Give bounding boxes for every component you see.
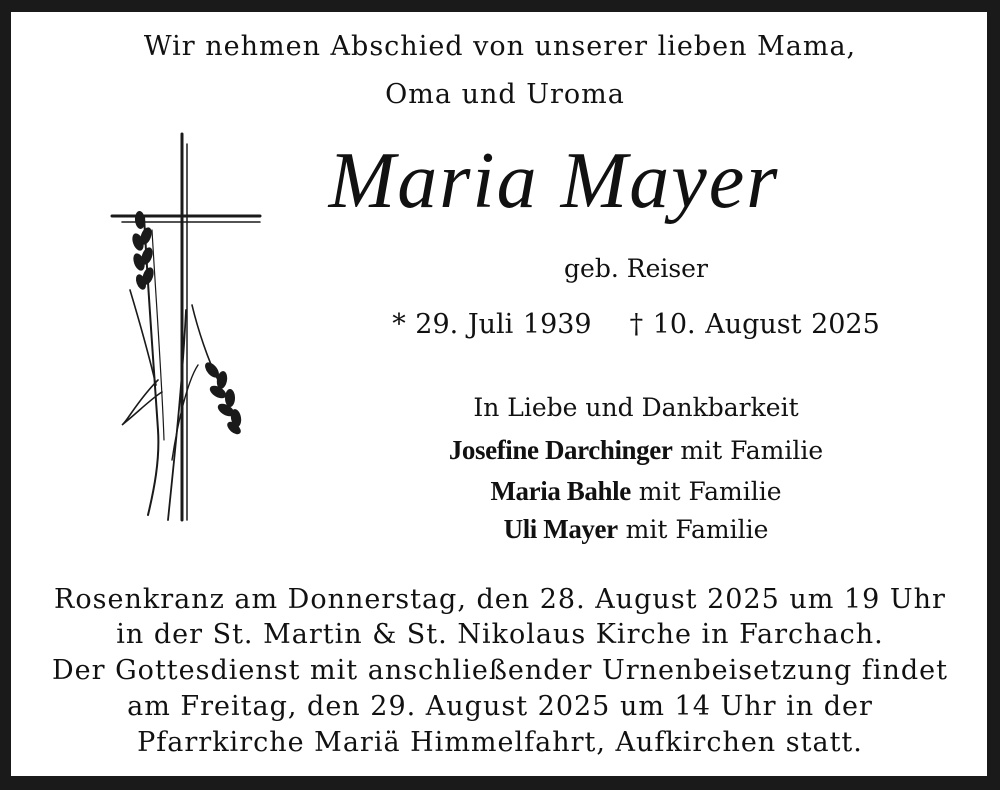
birth-symbol: * (392, 309, 406, 340)
mourner-suffix: mit Familie (638, 477, 782, 506)
mourner-suffix: mit Familie (625, 515, 769, 544)
service-line: am Freitag, den 29. August 2025 um 14 Uhr in der (127, 691, 873, 722)
service-line: Der Gottesdienst mit anschließender Urnenbeisetzung findet (52, 655, 948, 686)
mourner-entry (236, 514, 1000, 545)
mourner-entry (236, 435, 1000, 466)
mourner-name: Uli Mayer (503, 514, 618, 544)
mourner-name: Maria Bahle (490, 476, 631, 506)
mourner-suffix: mit Familie (680, 436, 824, 465)
deceased-name: Maria Mayer (328, 137, 780, 225)
birth-name: geb. Reiser (564, 254, 708, 283)
birth-date: 29. Juli 1939 (415, 309, 592, 340)
mourner-entry (236, 476, 1000, 507)
life-dates (236, 309, 1000, 340)
intro-line-1: Wir nehmen Abschied von unserer lieben Mama, (143, 31, 857, 62)
service-line: in der St. Martin & St. Nikolaus Kirche in Farchach. (116, 619, 884, 650)
mourners-intro: In Liebe und Dankbarkeit (473, 393, 799, 422)
death-symbol: † (629, 309, 644, 340)
service-line: Rosenkranz am Donnerstag, den 28. August 2025 um 19 Uhr (54, 584, 946, 615)
service-line: Pfarrkirche Mariä Himmelfahrt, Aufkirchen statt. (137, 727, 863, 758)
death-date: 10. August 2025 (652, 309, 880, 340)
intro-line-2: Oma und Uroma (385, 79, 625, 110)
mourner-name: Josefine Darchinger (448, 435, 673, 465)
